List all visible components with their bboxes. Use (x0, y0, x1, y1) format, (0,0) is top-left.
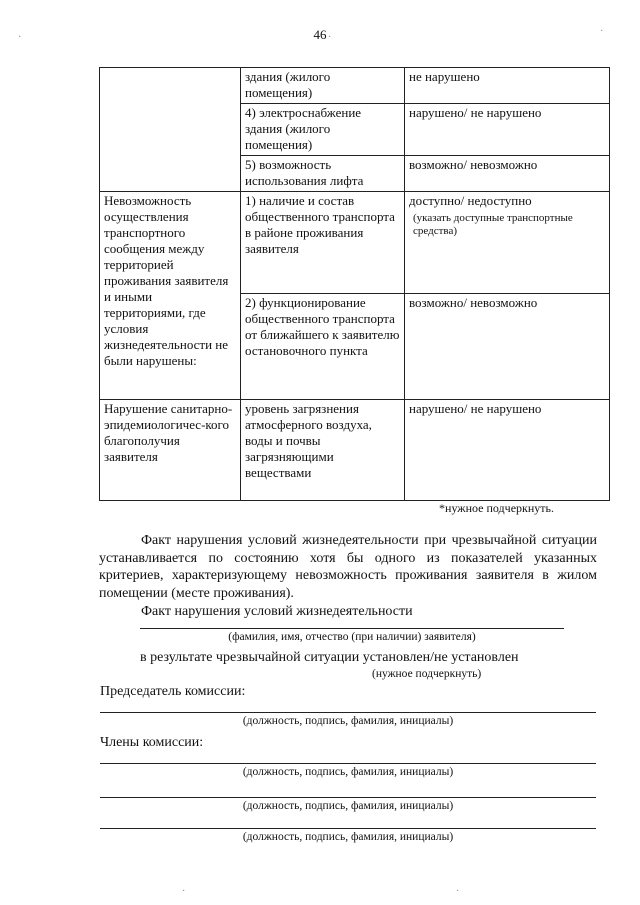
table-row (100, 68, 610, 104)
scan-mark: · (600, 26, 604, 37)
paragraph-fact-intro: Факт нарушения условий жизнедеятельности (141, 604, 413, 619)
members-label: Члены комиссии: (100, 735, 204, 750)
indicator-cell: уровень загрязнения атмосферного воздуха, воды и почвы загрязняющими веществами (241, 400, 405, 501)
indicator-cell: 2) функционирование общественного транспорта от ближайшего к заявителю остановочного пункта (241, 294, 405, 400)
value-cell: нарушено/ не нарушено (405, 104, 610, 156)
value-cell (405, 192, 610, 294)
table-row (100, 400, 610, 501)
value-cell: не нарушено (405, 68, 610, 104)
chairman-label: Председатель комиссии: (100, 684, 246, 699)
member-signature-caption-3: (должность, подпись, фамилия, инициалы) (242, 831, 454, 843)
applicant-caption: (фамилия, имя, отчество (при наличии) заявителя) (228, 631, 476, 643)
page-number: 46 (313, 27, 327, 42)
paragraph-text: Факт нарушения условий жизнедеятельности при чрезвычайной ситуации устанавливается по состоянию хотя бы одного из показателей указанных критериев, характеризующему невозможность проживания заявителя в жилом помещении (месте проживания). (99, 533, 597, 601)
criteria-table (99, 67, 610, 501)
criterion-cell: Невозможность осуществления транспортного сообщения между территорией проживания заявителя и иными территориями, где условия жизнедеятельности не были нарушены: (100, 192, 241, 400)
member-signature-caption-1: (должность, подпись, фамилия, инициалы) (242, 766, 454, 778)
chairman-signature-line (100, 712, 596, 713)
value-text: доступно/ недоступно (409, 193, 532, 208)
member-signature-line-2 (100, 797, 596, 798)
criterion-cell: Нарушение санитарно-эпидемиологичес-кого благополучия заявителя (100, 400, 241, 501)
member-signature-caption-2: (должность, подпись, фамилия, инициалы) (242, 800, 454, 812)
chairman-signature-caption: (должность, подпись, фамилия, инициалы) (242, 715, 454, 727)
member-signature-line-3 (100, 828, 596, 829)
value-cell: нарушено/ не нарушено (405, 400, 610, 501)
applicant-name-line (140, 628, 564, 629)
indicator-cell: 1) наличие и состав общественного транспорта в районе проживания заявителя (241, 192, 405, 294)
result-line: в результате чрезвычайной ситуации установлен/не установлен (140, 650, 519, 665)
table-footnote: *нужное подчеркнуть. (439, 501, 554, 515)
result-note: (нужное подчеркнуть) (372, 668, 482, 680)
indicator-cell: здания (жилого помещения) (241, 68, 405, 104)
scan-mark: · (18, 32, 22, 43)
table-row (100, 192, 610, 294)
scan-mark: · (182, 886, 186, 897)
value-note: (указать доступные транспортные средства) (413, 212, 573, 237)
member-signature-line-1 (100, 763, 596, 764)
scan-mark: · (456, 886, 460, 897)
indicator-cell: 4) электроснабжение здания (жилого помещения) (241, 104, 405, 156)
paragraph-violation-fact (99, 532, 597, 602)
value-cell: возможно/ невозможно (405, 156, 610, 192)
criterion-cell (100, 68, 241, 192)
indicator-cell: 5) возможность использования лифта (241, 156, 405, 192)
value-cell: возможно/ невозможно (405, 294, 610, 400)
scan-mark: · (328, 32, 332, 43)
